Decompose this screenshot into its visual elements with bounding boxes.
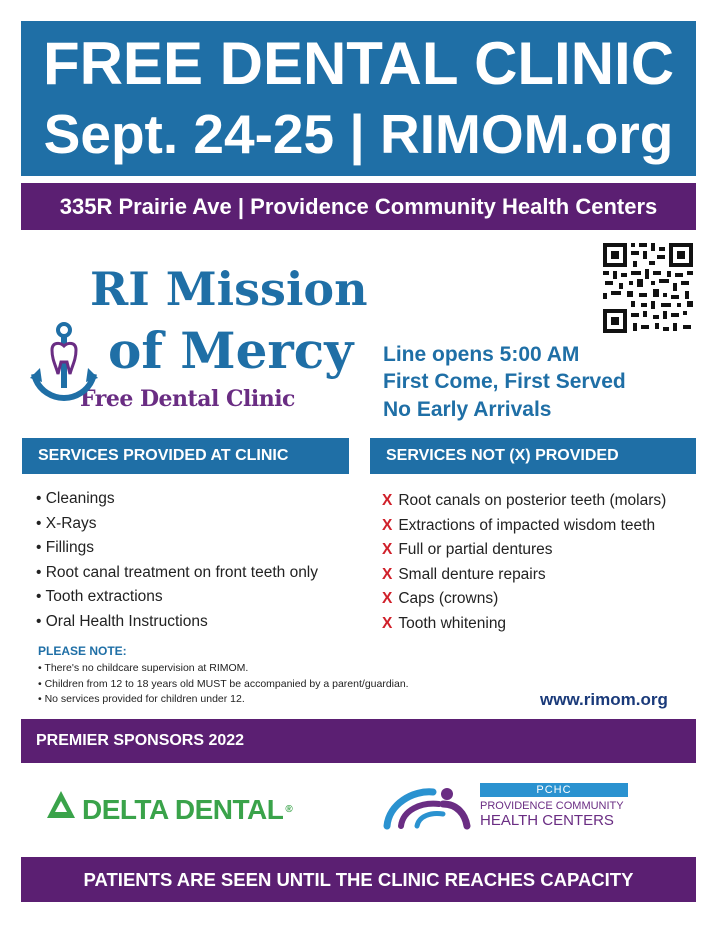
please-note-list [38,661,409,708]
list-item [382,587,666,612]
website-link[interactable]: www.rimom.org [540,690,668,709]
list-item: • No services provided for children under 12. [38,693,245,705]
x-mark-icon: X [382,565,393,583]
list-item: • Cleanings [36,490,115,507]
list-item: • Oral Health Instructions [36,612,208,630]
delta-dental-name: DELTA DENTAL [82,794,284,825]
x-mark-icon: X [382,492,393,509]
list-item: • Tooth extractions [36,588,163,606]
delta-triangle-icon [46,790,76,820]
list-item-label: Tooth whitening [398,614,507,632]
list-item: • Root canal treatment on front teeth only [36,563,319,581]
services-provided-list [36,487,318,635]
pchc-name-line-1: PROVIDENCE COMMUNITY [480,800,624,812]
list-item-label: Caps (crowns) [398,590,499,608]
main-title: FREE DENTAL CLINIC [42,30,675,97]
list-item: • There's no childcare supervision at RIMOM. [38,662,249,674]
info-line-open-time: Line opens 5:00 AM [383,343,580,366]
qr-code-icon[interactable] [601,241,695,335]
list-item [382,563,666,588]
list-item-label: Small denture repairs [398,565,546,583]
info-line-no-early: No Early Arrivals [383,398,552,421]
delta-dental-logo-text [82,794,292,826]
footer-text: PATIENTS ARE SEEN UNTIL THE CLINIC REACHES CAPACITY [83,869,634,890]
x-mark-icon: X [382,614,393,632]
pchc-arcs-icon [383,780,475,830]
list-item: • Fillings [36,539,94,557]
list-item: • Children from 12 to 18 years old MUST be accompanied by a parent/guardian. [38,677,409,690]
x-mark-icon: X [382,516,393,534]
list-item-label: Extractions of impacted wisdom teeth [398,516,656,534]
pchc-name-line-2: HEALTH CENTERS [480,812,614,829]
services-not-provided-list [382,489,666,637]
list-item-label: Root canals on posterior teeth (molars) [398,492,667,509]
dates-and-site: Sept. 24-25 | RIMOM.org [43,103,674,165]
list-item-label: Full or partial dentures [398,541,553,559]
registered-mark: ® [285,804,293,815]
info-line-first-come: First Come, First Served [383,370,626,393]
anchor-tooth-icon [30,322,98,402]
pchc-abbr: PCHC [480,783,628,797]
logo-line-3: Free Dental Clinic [80,386,295,412]
services-not-provided-heading: SERVICES NOT (X) PROVIDED [370,438,696,474]
please-note-title: PLEASE NOTE: [38,644,127,658]
logo-line-2: of Mercy [108,321,354,380]
address-text: 335R Prairie Ave | Providence Community Health Centers [59,194,658,219]
list-item [382,612,666,637]
list-item [382,538,666,563]
x-mark-icon: X [382,541,393,559]
list-item [382,514,666,539]
services-provided-heading: SERVICES PROVIDED AT CLINIC [22,438,349,474]
list-item [382,489,666,514]
list-item: • X-Rays [36,514,97,532]
sponsors-heading: PREMIER SPONSORS 2022 [36,732,245,749]
x-mark-icon: X [382,590,393,608]
logo-line-1: RI Mission [90,262,368,316]
